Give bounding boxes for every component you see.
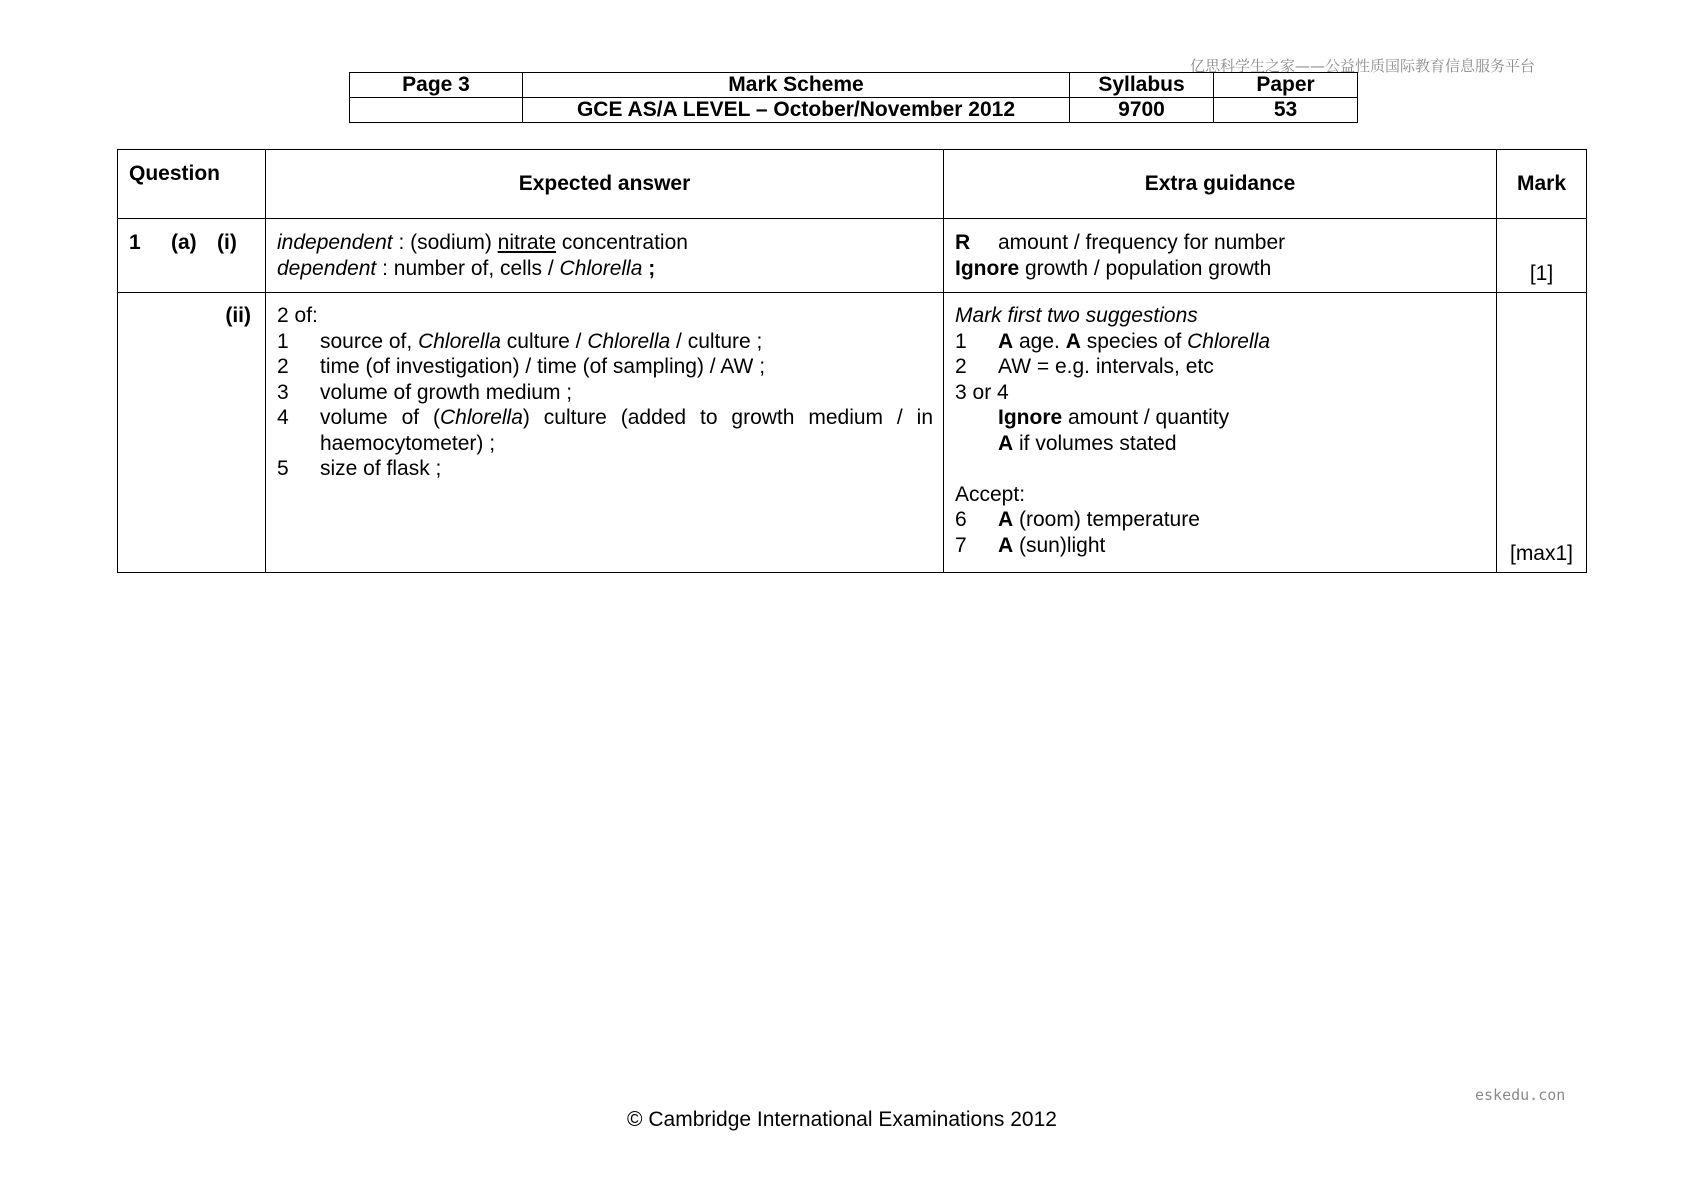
answer-text: source of, [320,329,419,353]
mark-cell [1497,219,1587,293]
answer-text: volume of growth medium ; [320,380,573,404]
mark-scheme-table [117,149,1587,573]
guidance-bold: A [998,431,1014,455]
item-number: 3 [277,380,289,404]
dependent-label: dependent [277,256,377,280]
item-number: 4 [277,406,289,429]
item-number: 1 [955,329,967,353]
answer-text: concentration [556,231,688,254]
answer-cell [266,219,944,293]
guidance-text: AW = e.g. intervals, etc [998,355,1214,378]
header-table [349,72,1358,123]
guidance-text: age. [1013,329,1066,353]
answer-intro: 2 of: [277,304,318,327]
item-number: 6 [955,508,967,531]
guidance-item [955,533,1486,559]
spacer [955,456,1486,482]
guidance-cell [944,293,1497,573]
header-page: Page 3 [350,73,523,98]
item-number: 2 [955,355,967,378]
guidance-cell [944,219,1497,293]
guidance-text: if volumes stated [1013,431,1177,455]
guidance-text: amount / frequency for number [998,231,1286,254]
item-number: 1 [277,329,289,353]
guidance-text: (sun)light [1013,533,1106,557]
guidance-text: amount / quantity [1062,406,1230,429]
table-row [118,293,1587,573]
item-number: 7 [955,533,967,557]
question-number: 1 [129,231,141,254]
guidance-item-label: 3 or 4 [955,380,1009,404]
guidance-text: growth / population growth [1019,256,1272,280]
mark-value: [max1] [1509,541,1574,565]
col-question: Question [118,150,266,219]
answer-text [320,405,933,431]
guidance-item [955,354,1486,380]
column-header-row [118,150,1587,219]
answer-text: time (of investigation) / time (of sampling) / AW ; [320,355,766,378]
watermark-bottom: eskedu.con [1475,1086,1566,1104]
item-number: 2 [277,355,289,378]
answer-italic: Chlorella [559,256,643,280]
answer-text: volume of ( [320,406,441,429]
guidance-item [955,405,1486,431]
question-cell [118,219,266,293]
header-exam-title: GCE AS/A LEVEL – October/November 2012 [523,98,1070,123]
guidance-item [955,431,1486,457]
list-item [277,380,933,406]
guidance-item [955,329,1486,355]
guidance-text: species of [1080,329,1188,353]
guidance-heading: Mark first two suggestions [955,304,1198,327]
col-expected-answer: Expected answer [266,150,944,219]
list-item [277,354,933,380]
copyright-footer: © Cambridge International Examinations 2012 [627,1108,1057,1131]
mark-cell [1497,293,1587,573]
guidance-bold: R [955,231,971,254]
answer-text: / culture ; [670,329,763,353]
answer-text: : (sodium) [392,231,498,254]
guidance-accept: Accept: [955,482,1026,506]
col-mark: Mark [1497,150,1587,219]
watermark-top: 亿思科学生之家——公益性质国际教育信息服务平台 [1190,57,1536,75]
table-row [118,219,1587,293]
answer-text: ) culture (added to growth medium / in [522,406,934,429]
header-syllabus-code: 9700 [1070,98,1214,123]
guidance-bold: A [1065,329,1081,353]
answer-italic: Chlorella [587,329,671,353]
question-part: (a) [171,231,197,254]
list-item [277,405,933,431]
guidance-italic: Chlorella [1187,329,1270,353]
guidance-bold: A [998,533,1014,557]
guidance-bold: Ignore [955,256,1020,280]
guidance-item [955,507,1486,533]
guidance-bold: A [998,329,1014,353]
list-item-continuation: haemocytometer) ; [320,431,496,455]
header-syllabus-label: Syllabus [1070,73,1214,98]
header-empty [350,98,523,123]
header-paper-number: 53 [1214,98,1358,123]
question-cell [118,293,266,573]
header-paper-label: Paper [1214,73,1358,98]
list-item [277,329,933,355]
item-number: 5 [277,457,289,480]
independent-label: independent [277,231,393,254]
question-subpart: (ii) [225,304,251,327]
guidance-bold: A [998,508,1014,531]
answer-text: ; [642,256,656,280]
answer-italic: Chlorella [418,329,501,353]
mark-value: [1] [1529,261,1554,285]
answer-italic: Chlorella [440,406,523,429]
header-mark-scheme: Mark Scheme [523,73,1070,98]
guidance-text: (room) temperature [1013,508,1200,531]
answer-underlined: nitrate [497,231,557,254]
answer-cell [266,293,944,573]
col-extra-guidance: Extra guidance [944,150,1497,219]
list-item [277,456,933,482]
answer-text: culture / [500,329,588,353]
guidance-bold: Ignore [998,406,1063,429]
answer-text: : number of, cells / [376,256,560,280]
question-subpart: (i) [217,231,237,254]
answer-text: size of flask ; [320,457,442,480]
